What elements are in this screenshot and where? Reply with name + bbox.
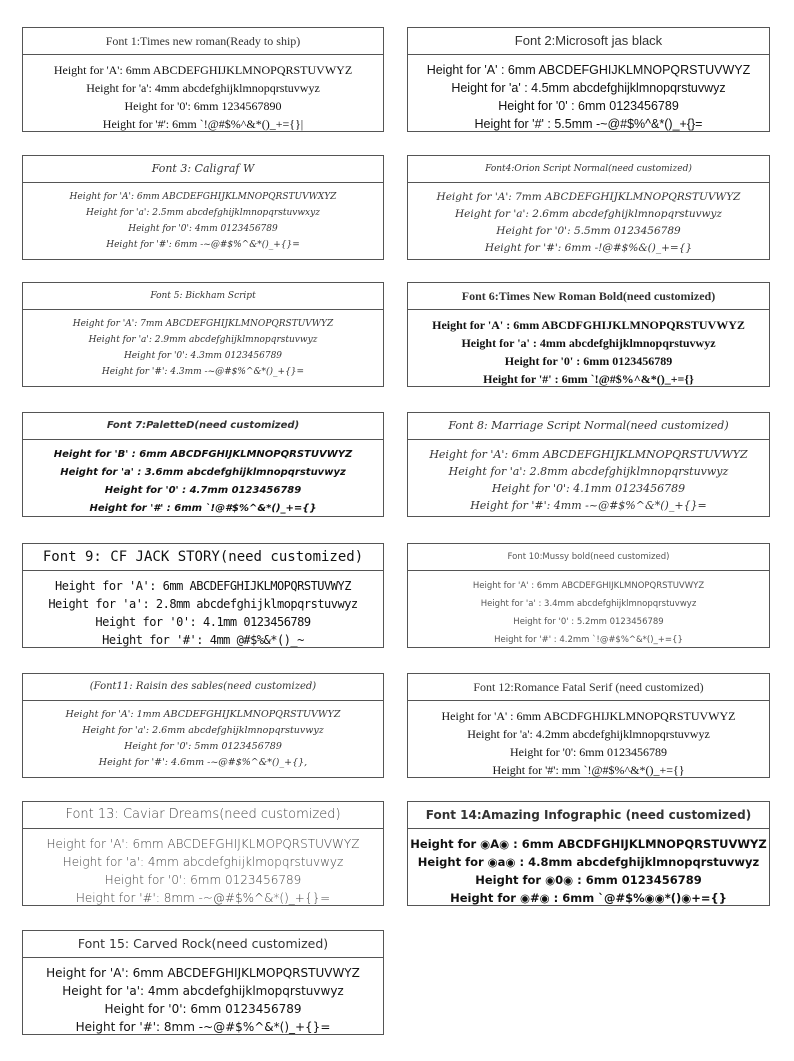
sample-line-digits: Height for '0' : 6mm 0123456789 <box>504 354 673 368</box>
sample-line-uppercase: Height for 'A': 6mm ABCDEFGHIJKLMOPQRSTUVWYZ <box>46 837 360 851</box>
sample-line-digits: Height for '0' : 6mm 0123456789 <box>498 99 679 113</box>
font-title: Font 15: Carved Rock(need customized) <box>23 931 383 958</box>
font-sample-card-4 <box>407 155 770 260</box>
font-sample-card-15 <box>22 930 384 1035</box>
sample-line-symbols: Height for '#' : 5.5mm -~@#$%^&*()_+{}= <box>474 117 703 131</box>
sample-line-digits: Height for '0': 4.3mm 0123456789 <box>123 351 283 361</box>
font-title: Font 6:Times New Roman Bold(need customized) <box>408 283 769 310</box>
font-sample-lines <box>408 440 769 514</box>
font-title: (Font11: Raisin des sables(need customized) <box>23 674 383 701</box>
sample-line-lowercase: Height for 'a' : 4mm abcdefghijklmnopqrstuvwyz <box>461 336 716 350</box>
font-sample-card-12 <box>407 673 770 778</box>
font-title: Font 7:PaletteD(need customized) <box>23 413 383 440</box>
sample-line-digits: Height for '0': 4mm 0123456789 <box>128 224 278 234</box>
sample-line-lowercase: Height for 'a': 4mm abcdefghijklmopqrstuvwyz <box>62 855 344 869</box>
sample-line-lowercase: Height for 'a': 2.8mm abcdefghijklmopqrstuvwyz <box>48 597 358 611</box>
font-title: Font 14:Amazing Infographic (need customized) <box>408 802 769 829</box>
font-sample-card-5 <box>22 282 384 387</box>
sample-line-uppercase: Height for 'A' : 6mm ABCDEFGHIJKLMNOPQRSTUVWYZ <box>426 63 751 77</box>
sample-line-uppercase: Height for 'A': 6mm ABCDEFGHIJKLMOPQRSTUVWYZ <box>55 579 351 593</box>
sample-line-uppercase: Height for 'A' : 6mm ABCDEFGHIJKLMNOPQRSTUVWYZ <box>472 581 705 591</box>
font-sample-card-11 <box>22 673 384 778</box>
sample-line-symbols: Height for ◉#◉ : 6mm `@#$%◉◉*()◉+={} <box>450 891 727 905</box>
sample-line-uppercase: Height for 'A': 6mm ABCDEFGHIJKLMNOPQRSTUVWYZ <box>53 63 353 77</box>
sample-line-uppercase: Height for 'A' : 6mm ABCDFGHIJKLMNOPQRSTUVWYZ <box>432 318 745 332</box>
sample-line-uppercase: Height for 'A': 6mm ABCDEFGHIJKLMNOPQRSTUVWXYZ <box>69 192 337 202</box>
sample-line-symbols: Height for '#': 4.6mm -~@#$%^&*()_+{}, <box>98 757 308 768</box>
font-sample-lines <box>23 829 383 907</box>
sample-line-symbols: Height for '#' : 6mm `!@#$%^&*()_+={} <box>483 372 694 386</box>
font-sample-lines <box>23 183 383 253</box>
sample-line-digits: Height for '0': 5.5mm 0123456789 <box>496 225 681 237</box>
sample-line-digits: Height for '0' : 4.7mm 0123456789 <box>104 485 302 496</box>
font-sample-card-6 <box>407 282 770 387</box>
font-sample-card-8 <box>407 412 770 517</box>
font-title: Font 2:Microsoft jas black <box>408 28 769 55</box>
sample-line-digits: Height for '0': 6mm 0123456789 <box>104 873 302 887</box>
sample-line-symbols: Height for '#': 4mm -~@#$%^&*()_+{}= <box>470 499 707 512</box>
sample-line-digits: Height for '0': 4.1mm 0123456789 <box>95 615 311 629</box>
font-sample-lines <box>23 55 383 133</box>
font-sample-card-3 <box>22 155 384 260</box>
sample-line-digits: Height for '0': 4.1mm 0123456789 <box>491 482 686 495</box>
sample-line-lowercase: Height for 'a' : 3.6mm abcdefghijklmnopqrstuvwyz <box>60 467 346 478</box>
sample-line-lowercase: Height for ◉a◉ : 4.8mm abcdefghijklmnopqrstuvwyz <box>417 855 760 869</box>
font-sample-lines <box>23 958 383 1036</box>
sample-line-symbols: Height for '#': 8mm -~@#$%^&*()_+{}= <box>75 891 331 905</box>
font-title: Font 5: Bickham Script <box>23 283 383 310</box>
sample-line-digits: Height for '0': 6mm 0123456789 <box>104 1002 302 1016</box>
font-sample-card-14 <box>407 801 770 906</box>
font-sample-lines <box>23 571 383 649</box>
sample-line-symbols: Height for '#': mm `!@#$%^&*()_+={} <box>492 763 685 777</box>
font-title: Font4:Orion Script Normal(need customized) <box>408 156 769 183</box>
sample-line-digits: Height for '0' : 5.2mm 0123456789 <box>513 617 664 627</box>
font-title: Font 1:Times new roman(Ready to ship) <box>23 28 383 55</box>
sample-line-uppercase: Height for 'A': 7mm ABCDEFGHIJKLMNOPQRSTUVWYZ <box>436 191 741 203</box>
sample-line-symbols: Height for '#': 6mm -!@#$%&()_+={} <box>484 242 693 254</box>
sample-line-lowercase: Height for 'a': 2.5mm abcdefghijklmnopqrstuvwxyz <box>86 208 320 218</box>
sample-line-lowercase: Height for 'a' : 4.5mm abcdefghijklmnopqrstuvwyz <box>451 81 726 95</box>
sample-line-uppercase: Height for 'A' : 6mm ABCDFGHIJKLMNOPQRSTUVWYZ <box>441 709 736 723</box>
font-title: Font 12:Romance Fatal Serif (need customized) <box>408 674 769 701</box>
sample-line-lowercase: Height for 'a' : 3.4mm abcdefghijklmnopqrstuvwyz <box>480 599 697 609</box>
font-sample-lines <box>23 440 383 518</box>
font-sample-lines <box>23 701 383 771</box>
sample-line-uppercase: Height for 'A': 1mm ABCDEFGHIJKLMNOPQRSTUVWYZ <box>65 709 341 720</box>
sample-line-lowercase: Height for 'a': 4mm abcdefghijklmnopqrstuvwyz <box>86 81 320 95</box>
sample-line-symbols: Height for '#': 6mm `!@#$%^&*()_+={}| <box>102 117 304 131</box>
sample-line-uppercase: Height for 'B' : 6mm ABCDFGHIJKLMNOPQRSTUVWYZ <box>53 449 353 460</box>
font-title: Font 3: Caligraf W <box>23 156 383 183</box>
font-title: Font 13: Caviar Dreams(need customized) <box>23 802 383 829</box>
font-sample-lines <box>408 829 769 907</box>
font-sample-lines <box>408 183 769 257</box>
font-sample-card-1 <box>22 27 384 132</box>
font-sample-card-2 <box>407 27 770 132</box>
font-title: Font 10:Mussy bold(need customized) <box>408 544 769 571</box>
sample-line-symbols: Height for '#' : 6mm `!@#$%^&*()_+={} <box>89 503 317 514</box>
sample-line-digits: Height for '0': 5mm 0123456789 <box>124 741 282 752</box>
sample-line-lowercase: Height for 'a': 2.6mm abcdefghijklmnopqrstuvwyz <box>455 208 722 220</box>
font-sample-card-9 <box>22 543 384 648</box>
font-sample-card-10 <box>407 543 770 648</box>
sample-line-lowercase: Height for 'a': 2.6mm abcdefghijklmnopqrstuvwyz <box>82 725 324 736</box>
sample-line-lowercase: Height for 'a': 2.9mm abcdefghijklmnopqrstuvwyz <box>88 335 318 345</box>
sample-line-uppercase: Height for 'A': 6mm ABCDEFGHIJKLMNOPQRSTUVWYZ <box>429 448 748 461</box>
sample-line-uppercase: Height for 'A': 6mm ABCDEFGHIJKLMOPQRSTUVWYZ <box>46 966 360 980</box>
font-title: Font 9: CF JACK STORY(need customized) <box>23 544 383 571</box>
sample-line-symbols: Height for '#': 4.3mm -~@#$%^&*()_+{}= <box>101 367 305 377</box>
sample-line-symbols: Height for '#' : 4.2mm `!@#$%^&*()_+={} <box>494 635 683 645</box>
font-sample-lines <box>408 701 769 779</box>
sample-line-lowercase: Height for 'a': 2.8mm abcdefghijklmnopqrstuvwyz <box>448 465 729 478</box>
font-sample-card-13 <box>22 801 384 906</box>
sample-line-uppercase: Height for 'A': 7mm ABCDEFGHIJKLMNOPQRSTUVWYZ <box>72 319 334 329</box>
sample-line-digits: Height for '0': 6mm 1234567890 <box>124 99 282 113</box>
sample-line-symbols: Height for '#': 4mm @#$%&*()_~ <box>102 633 304 647</box>
sample-line-lowercase: Height for 'a': 4.2mm abcdefghijklmnopqrstuvwyz <box>467 727 710 741</box>
font-sample-lines <box>408 55 769 133</box>
sample-line-digits: Height for ◉0◉ : 6mm 0123456789 <box>475 873 702 887</box>
font-sample-card-7 <box>22 412 384 517</box>
font-sample-lines <box>408 310 769 388</box>
font-sample-lines <box>23 310 383 380</box>
font-sample-lines <box>408 571 769 649</box>
sample-line-lowercase: Height for 'a': 4mm abcdefghijklmopqrstuvwyz <box>62 984 344 998</box>
sample-line-symbols: Height for '#': 8mm -~@#$%^&*()_+{}= <box>75 1020 331 1034</box>
sample-line-symbols: Height for '#': 6mm -~@#$%^&*()_+{}= <box>106 240 300 250</box>
sample-line-uppercase: Height for ◉A◉ : 6mm ABCDFGHIJKLMNOPQRSTUVWYZ <box>410 837 767 851</box>
font-title: Font 8: Marriage Script Normal(need customized) <box>408 413 769 440</box>
sample-line-digits: Height for '0': 6mm 0123456789 <box>510 745 667 759</box>
